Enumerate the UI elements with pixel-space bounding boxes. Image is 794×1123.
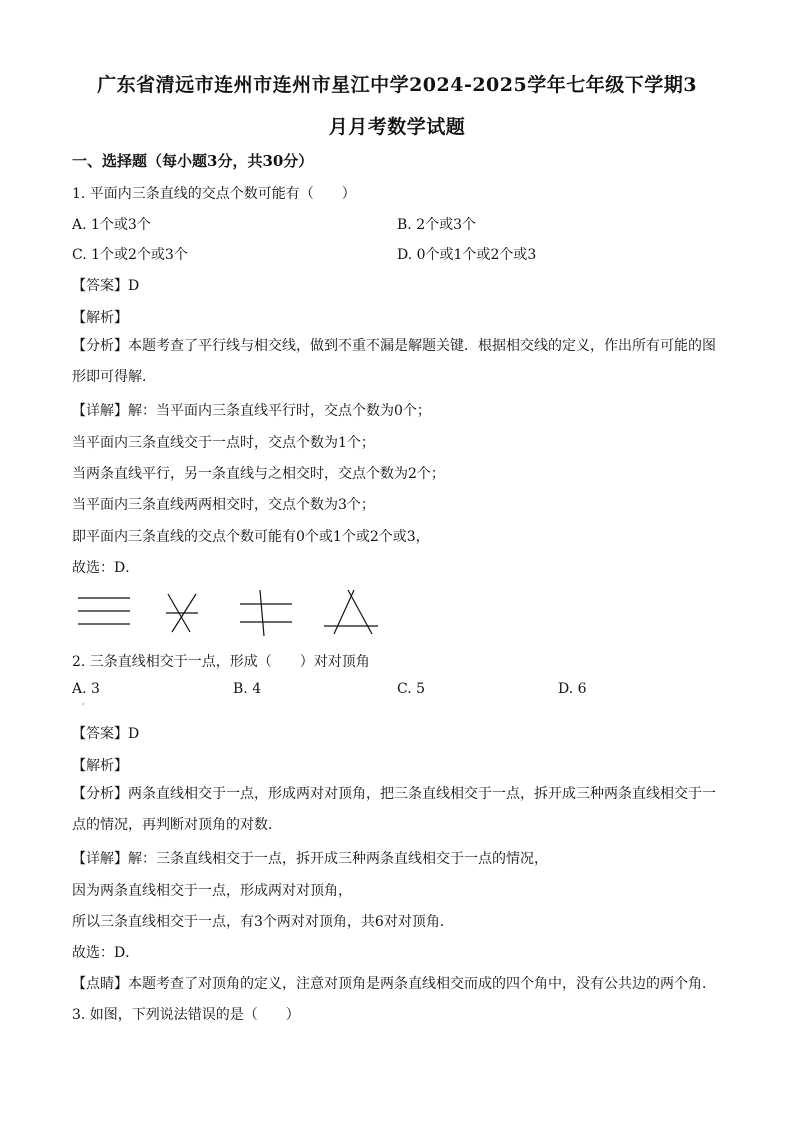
- q2-dianjing: 【点睛】本题考查了对顶角的定义，注意对顶角是两条直线相交而成的四个角中，没有公共边的两个角．: [72, 976, 716, 992]
- q1-answer: 【答案】D: [72, 278, 140, 294]
- q2-stem: 2. 三条直线相交于一点，形成（ ）对对顶角: [72, 654, 370, 670]
- q1-analysis-label: 【解析】: [72, 310, 128, 326]
- q2-detail-line: 因为两条直线相交于一点，形成两对对顶角，: [72, 883, 352, 899]
- q1-option-c: C. 1个或2个或3个: [72, 247, 188, 263]
- q2-option-a: A. 3: [72, 681, 100, 697]
- q1-stem: 1. 平面内三条直线的交点个数可能有（ ）: [72, 186, 356, 202]
- figure-parallel-lines: [78, 598, 130, 624]
- line-intersection-figures: [72, 588, 392, 640]
- q1-detail-line: 故选：D．: [72, 560, 140, 576]
- q2-detail-line: 所以三条直线相交于一点，有3个两对对顶角，共6对对顶角．: [72, 914, 454, 930]
- q1-option-b: B. 2个或3个: [397, 217, 477, 233]
- q1-detail-line: 当平面内三条直线交于一点时，交点个数为1个；: [72, 435, 375, 451]
- q2-detail-line: 故选：D．: [72, 945, 140, 961]
- q2-option-d: D. 6: [558, 681, 587, 697]
- q2-analysis-label: 【解析】: [72, 758, 128, 774]
- q1-fenxi: 【分析】本题考查了平行线与相交线，做到不重不漏是解题关键．根据相交线的定义，作出所有可能的图形即可得解．: [72, 338, 716, 385]
- stray-dot: ·: [82, 700, 85, 709]
- page-title-line2: 月月考数学试题: [328, 116, 466, 138]
- figure-parallel-with-transversal: [240, 590, 292, 636]
- q1-option-d: D. 0个或1个或2个或3: [397, 247, 537, 263]
- q1-option-a: A. 1个或3个: [72, 217, 151, 233]
- q1-detail-line: 当平面内三条直线两两相交时，交点个数为3个；: [72, 497, 375, 513]
- q2-detail-line: 【详解】解：三条直线相交于一点，拆开成三种两条直线相交于一点的情况，: [72, 851, 548, 867]
- q1-detail-line: 即平面内三条直线的交点个数可能有0个或1个或2个或3，: [72, 529, 430, 545]
- q2-option-b: B. 4: [233, 681, 262, 697]
- section-heading: 一、选择题（每小题3分，共30分）: [72, 152, 314, 170]
- figure-concurrent-lines: [166, 594, 198, 632]
- q1-detail-line: 当两条直线平行，另一条直线与之相交时，交点个数为2个；: [72, 466, 445, 482]
- page-title-line1: 广东省清远市连州市连州市星江中学2024-2025学年七年级下学期3: [97, 74, 697, 96]
- figure-triangle-lines: [324, 590, 378, 634]
- q2-option-c: C. 5: [397, 681, 426, 697]
- q1-detail-line: 【详解】解：当平面内三条直线平行时，交点个数为0个；: [72, 403, 431, 419]
- q3-stem: 3. 如图，下列说法错误的是（ ）: [72, 1007, 300, 1023]
- q2-fenxi: 【分析】两条直线相交于一点，形成两对对顶角，把三条直线相交于一点，拆开成三种两条直线相交于一点的情况，再判断对顶角的对数．: [72, 786, 716, 833]
- q2-answer: 【答案】D: [72, 726, 140, 742]
